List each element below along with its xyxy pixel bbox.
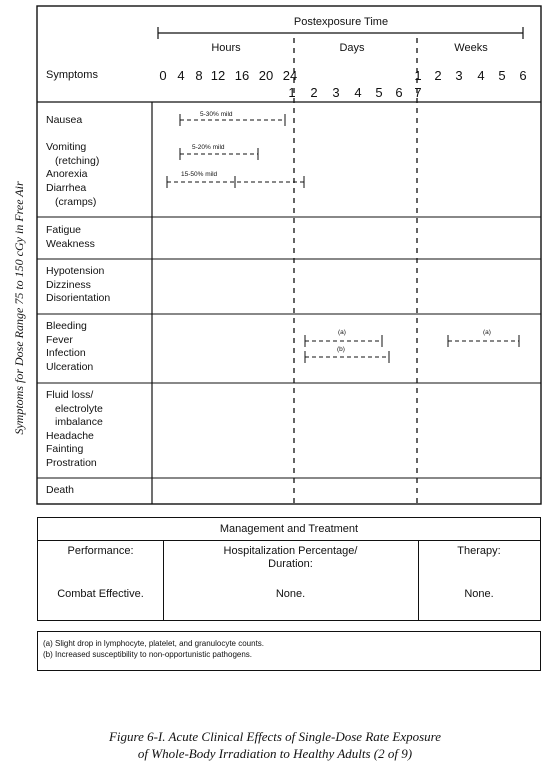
fever-days-interval — [305, 351, 389, 363]
symptom-label: Prostration — [46, 456, 97, 469]
symptom-label: Vomiting — [46, 141, 87, 154]
hour-tick: 24 — [282, 68, 298, 83]
hour-tick: 8 — [195, 68, 203, 83]
caption-line: of Whole-Body Irradiation to Healthy Adults (2 of 9) — [137, 746, 413, 761]
symptom-label: Disorientation — [46, 292, 111, 305]
bleeding-days-label: (a) — [338, 329, 346, 336]
day-tick: 6 — [395, 85, 403, 100]
day-tick: 1 — [288, 85, 296, 100]
symptom-label: Infection — [46, 347, 86, 360]
hour-tick: 20 — [258, 68, 274, 83]
hospitalization-label: Hospitalization Percentage/ — [223, 545, 358, 557]
symptom-label: (cramps) — [55, 195, 97, 208]
day-tick: 5 — [375, 85, 383, 100]
fever-days-label: (b) — [337, 346, 345, 353]
symptom-label: Hypotension — [46, 265, 105, 277]
symptom-label: Fever — [46, 333, 73, 346]
performance-value: Combat Effective. — [57, 588, 144, 600]
symptom-group-death — [46, 484, 74, 498]
postexposure-label: Postexposure Time — [293, 16, 389, 28]
bleeding-weeks-label: (a) — [483, 329, 491, 336]
symptom-group-cardiovascular — [46, 265, 110, 306]
symptom-group-gi — [46, 114, 99, 209]
days-label: Days — [339, 42, 365, 54]
performance-column — [38, 540, 164, 620]
hospitalization-column — [163, 540, 419, 620]
symptom-label: Headache — [46, 429, 94, 442]
hospitalization-value: None. — [275, 588, 306, 600]
hour-tick: 4 — [177, 68, 185, 83]
management-table — [37, 517, 541, 621]
hour-tick: 0 — [159, 68, 167, 83]
day-tick: 7 — [414, 85, 422, 100]
symptom-label: Fluid loss/ — [46, 389, 94, 401]
symptom-group-fatigue — [46, 224, 95, 251]
therapy-label: Therapy: — [457, 545, 501, 557]
week-tick: 4 — [477, 68, 485, 83]
vomiting-incidence-label: 5-20% mild — [192, 144, 225, 151]
therapy-column — [418, 540, 540, 620]
symptom-label: Nausea — [46, 114, 83, 126]
week-tick: 3 — [455, 68, 463, 83]
hour-tick: 12 — [210, 68, 226, 83]
footnote: (b) Increased susceptibility to non-opportunistic pathogens. — [43, 650, 253, 659]
symptom-label: Diarrhea — [46, 181, 87, 194]
performance-label: Performance: — [67, 545, 134, 557]
therapy-value: None. — [464, 588, 494, 600]
duration-label: Duration: — [268, 558, 313, 570]
footnote: (a) Slight drop in lymphocyte, platelet, and granulocyte counts. — [43, 639, 265, 648]
day-tick: 3 — [332, 85, 340, 100]
symptom-label: electrolyte — [55, 402, 103, 415]
bleeding-weeks-interval — [448, 335, 519, 347]
symptom-label — [46, 128, 99, 142]
symptom-label: Fainting — [46, 443, 84, 456]
hours-label: Hours — [211, 42, 241, 54]
hour-ticks — [159, 68, 297, 83]
week-tick: 1 — [414, 68, 422, 83]
symptom-label: imbalance — [55, 416, 103, 429]
hour-tick: 16 — [234, 68, 250, 83]
symptom-label: Weakness — [46, 237, 95, 250]
symptom-label: (retching) — [55, 154, 100, 167]
nausea-incidence-label: 5-30% mild — [200, 111, 233, 118]
side-title: Symptoms for Dose Range 75 to 150 cGy in Free Air — [12, 181, 26, 435]
symptom-label: Dizziness — [46, 278, 91, 291]
symptom-group-hematologic — [46, 320, 93, 374]
anorexia-incidence-label: 15-50% mild — [181, 171, 218, 178]
week-tick: 2 — [434, 68, 442, 83]
week-tick: 5 — [498, 68, 506, 83]
week-tick: 6 — [519, 68, 527, 83]
symptom-label: Bleeding — [46, 320, 87, 332]
symptom-label: Anorexia — [46, 168, 88, 181]
figure-caption — [0, 728, 550, 762]
management-title: Management and Treatment — [38, 518, 540, 541]
symptom-label: Ulceration — [46, 360, 94, 373]
weeks-label: Weeks — [454, 42, 488, 54]
symptom-label: Fatigue — [46, 224, 82, 236]
caption-line: Figure 6-I. Acute Clinical Effects of Single-Dose Rate Exposure — [108, 729, 442, 744]
week-ticks — [414, 68, 526, 83]
footnotes-box — [37, 631, 541, 671]
symptom-label: Death — [46, 484, 75, 496]
day-tick: 4 — [354, 85, 362, 100]
symptom-group-neuro — [46, 389, 103, 471]
symptoms-header: Symptoms — [46, 69, 98, 81]
day-ticks — [288, 85, 421, 100]
day-tick: 2 — [310, 85, 318, 100]
